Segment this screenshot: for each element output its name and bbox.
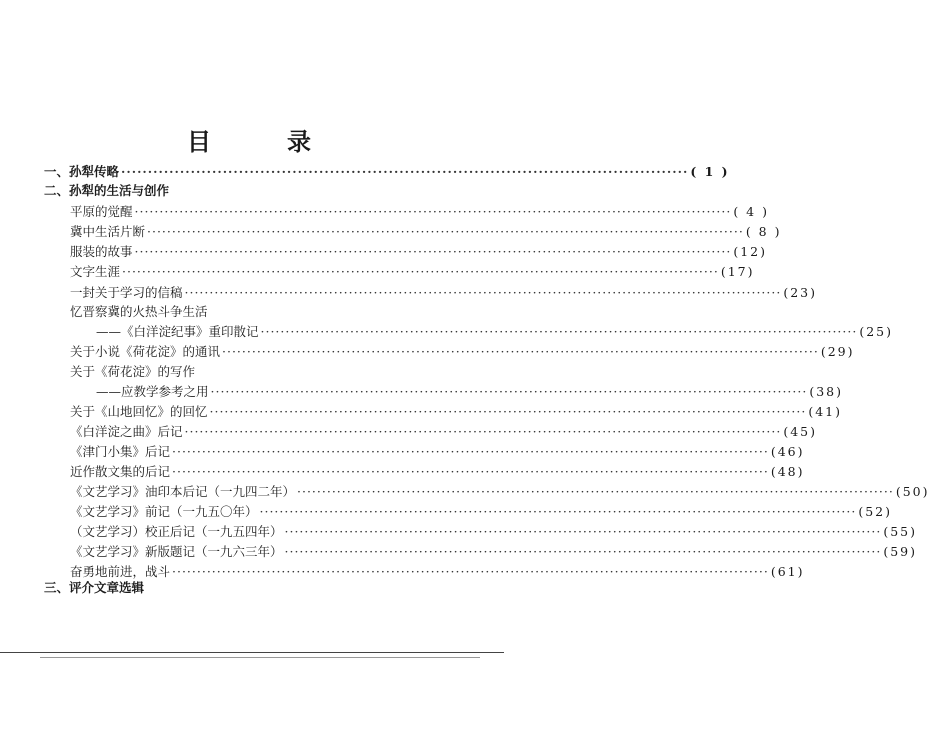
toc-section-3 bbox=[44, 578, 144, 598]
toc-page-number: (61) bbox=[770, 564, 805, 579]
leader-dots: ························································································································ bbox=[297, 484, 894, 499]
toc-entry-label: 一封关于学习的信稿 bbox=[70, 285, 183, 300]
leader-dots: ························································································································ bbox=[184, 424, 782, 439]
leader-dots: ························································································································ bbox=[172, 444, 769, 459]
leader-dots: ························································································································ bbox=[147, 224, 744, 239]
toc-page-number: (50) bbox=[895, 484, 930, 499]
toc-page-number: (45) bbox=[783, 424, 817, 439]
leader-dots: ························································································································ bbox=[172, 464, 769, 479]
toc-page-number: (59) bbox=[883, 544, 917, 559]
toc-entry bbox=[70, 362, 195, 382]
toc-page-number: (23) bbox=[783, 285, 817, 300]
toc-entry bbox=[96, 382, 843, 402]
toc-section-label: 一、孙犁传略 bbox=[44, 164, 120, 179]
toc-entry bbox=[70, 202, 769, 222]
toc-entry-label: 《津门小集》后记 bbox=[70, 444, 171, 459]
toc-entry-label: 文字生涯 bbox=[70, 264, 121, 279]
toc-section-label: 三、评介文章选辑 bbox=[44, 580, 145, 595]
toc-title: 目 录 bbox=[187, 127, 337, 156]
toc-page-number: (41) bbox=[808, 404, 842, 419]
toc-entry bbox=[70, 522, 917, 542]
toc-entry bbox=[70, 482, 930, 502]
leader-dots: ·········································································································· bbox=[121, 164, 689, 179]
leader-dots: ························································································································ bbox=[284, 544, 882, 559]
leader-dots: ························································································································ bbox=[172, 564, 769, 579]
page-divider bbox=[0, 652, 504, 653]
leader-dots: ························································································································ bbox=[122, 264, 719, 279]
leader-dots: ························································································································ bbox=[134, 244, 732, 259]
toc-page-number: (38) bbox=[809, 384, 843, 399]
toc-page-number: (55) bbox=[883, 524, 917, 539]
toc-entry bbox=[70, 283, 817, 303]
leader-dots: ························································································································ bbox=[184, 285, 782, 300]
toc-entry-label: 冀中生活片断 bbox=[70, 224, 146, 239]
toc-entry-label: 关于《山地回忆》的回忆 bbox=[70, 404, 208, 419]
toc-entry-label: 《文艺学习》前记（一九五〇年） bbox=[70, 504, 258, 519]
toc-entry bbox=[70, 302, 208, 322]
toc-entry bbox=[70, 442, 805, 462]
toc-entry-label: 《文艺学习》新版题记（一九六三年） bbox=[70, 544, 283, 559]
toc-entry bbox=[70, 502, 892, 522]
toc-section-1 bbox=[44, 162, 730, 182]
leader-dots: ························································································································ bbox=[134, 204, 732, 219]
toc-entry bbox=[70, 422, 817, 442]
leader-dots: ························································································································ bbox=[284, 524, 882, 539]
toc-entry-label: ——应教学参考之用 bbox=[96, 384, 209, 399]
toc-page-number: (29) bbox=[820, 344, 855, 359]
toc-entry-label: 《文艺学习》油印本后记（一九四二年） bbox=[70, 484, 296, 499]
toc-section-label: 二、孙犁的生活与创作 bbox=[44, 183, 170, 198]
leader-dots: ························································································································ bbox=[209, 404, 807, 419]
leader-dots: ························································································································ bbox=[259, 504, 857, 519]
toc-entry-label: 忆晋察冀的火热斗争生活 bbox=[70, 304, 208, 319]
toc-entry-label: 《白洋淀之曲》后记 bbox=[70, 424, 183, 439]
toc-entry bbox=[70, 402, 842, 422]
leader-dots: ························································································································ bbox=[222, 344, 819, 359]
page-divider bbox=[40, 657, 480, 658]
toc-entry-label: 平原的觉醒 bbox=[70, 204, 133, 219]
toc-entry-label: 关于《荷花淀》的写作 bbox=[70, 364, 196, 379]
toc-entry bbox=[70, 462, 805, 482]
toc-entry bbox=[70, 242, 767, 262]
toc-page-number: (52) bbox=[858, 504, 892, 519]
toc-entry-label: （文艺学习）校正后记（一九五四年） bbox=[70, 524, 283, 539]
toc-entry bbox=[70, 542, 917, 562]
toc-entry-label: 关于小说《荷花淀》的通讯 bbox=[70, 344, 221, 359]
toc-entry-label: ——《白洋淀纪事》重印散记 bbox=[96, 324, 259, 339]
toc-entry bbox=[70, 342, 855, 362]
toc-entry-label: 近作散文集的后记 bbox=[70, 464, 171, 479]
toc-page-number: ( 8 ) bbox=[745, 224, 782, 239]
toc-page-number: (17) bbox=[720, 264, 755, 279]
toc-page-number: ( 4 ) bbox=[733, 204, 769, 219]
toc-page-number: (25) bbox=[859, 324, 893, 339]
toc-page-number: (12) bbox=[733, 244, 767, 259]
toc-page-number: (48) bbox=[770, 464, 805, 479]
toc-page-number: (46) bbox=[770, 444, 805, 459]
toc-page-number: ( 1 ) bbox=[690, 164, 730, 179]
toc-entry-label: 服装的故事 bbox=[70, 244, 133, 259]
toc-entry bbox=[96, 322, 893, 342]
leader-dots: ························································································································ bbox=[210, 384, 808, 399]
toc-entry bbox=[70, 222, 782, 242]
leader-dots: ························································································································ bbox=[260, 324, 858, 339]
toc-section-2 bbox=[44, 181, 169, 201]
toc-entry bbox=[70, 262, 755, 282]
toc-entry-label: 奋勇地前进，战斗 bbox=[70, 564, 171, 579]
